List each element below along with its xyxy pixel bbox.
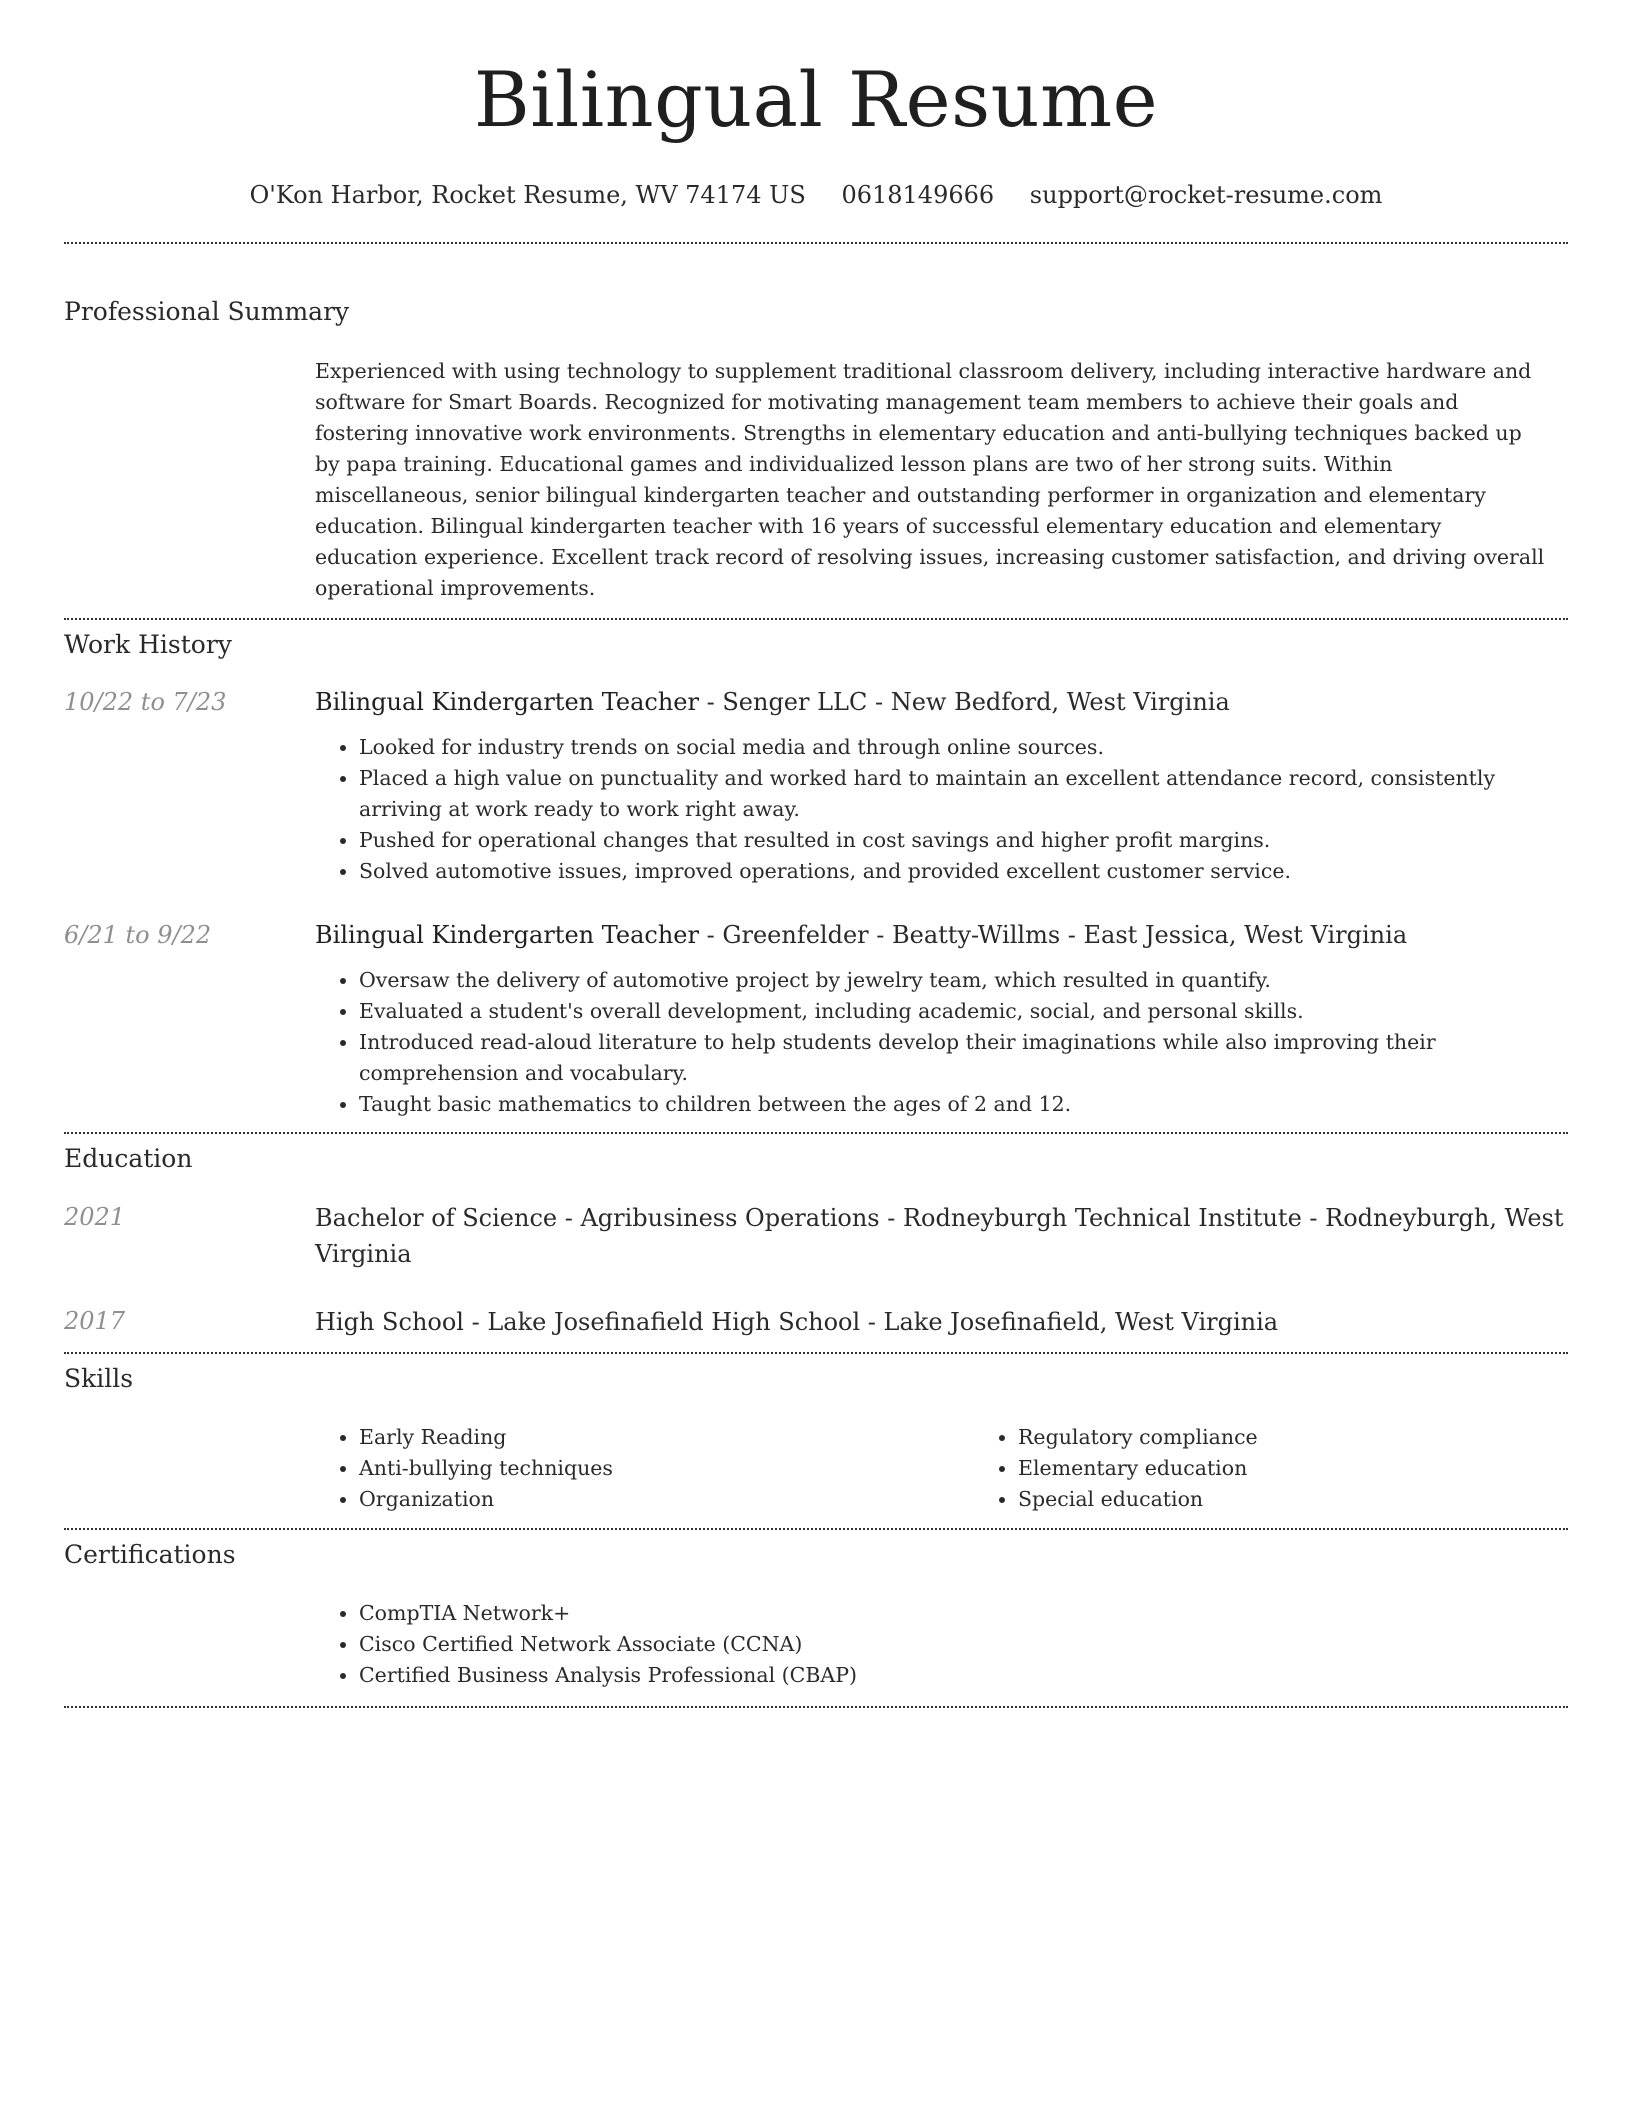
education-heading-line bbox=[315, 1200, 1568, 1272]
contact-phone: 0618149666 bbox=[841, 181, 995, 209]
skills-list-left bbox=[315, 1422, 974, 1515]
skills-section bbox=[64, 1362, 1568, 1515]
job-bullet: • Introduced read-aloud literature to help students develop their imaginations while also improving their comprehension and vocabulary. bbox=[359, 1027, 1568, 1089]
contact-email: support@rocket-resume.com bbox=[1029, 181, 1383, 209]
job-bullet: • Looked for industry trends on social media and through online sources. bbox=[359, 732, 1568, 763]
job-bullet: • Pushed for operational changes that resulted in cost savings and higher profit margins. bbox=[359, 825, 1568, 856]
skill-item: • Early Reading bbox=[359, 1422, 974, 1453]
skill-item: • Special education bbox=[1018, 1484, 1632, 1515]
education-body bbox=[315, 1200, 1568, 1272]
certification-item: • Cisco Certified Network Associate (CCNA) bbox=[359, 1629, 1568, 1660]
certifications-row bbox=[64, 1598, 1568, 1691]
job-dates: 10/22 to 7/23 bbox=[64, 688, 227, 716]
education-details: - Rodneyburgh Technical Institute - Rodneyburgh, West Virginia bbox=[315, 1204, 1564, 1268]
job-body bbox=[315, 685, 1568, 887]
certifications-list bbox=[315, 1598, 1568, 1691]
work-divider bbox=[64, 1132, 1568, 1134]
education-entry bbox=[64, 1200, 1568, 1272]
summary-spacer bbox=[64, 356, 315, 604]
education-degree: High School bbox=[315, 1308, 464, 1336]
education-entry bbox=[64, 1304, 1568, 1340]
education-heading-line bbox=[315, 1304, 1568, 1340]
job-details: - Senger LLC - New Bedford, West Virginia bbox=[698, 688, 1230, 716]
job-bullet: • Taught basic mathematics to children between the ages of 2 and 12. bbox=[359, 1089, 1568, 1120]
work-heading: Work History bbox=[64, 630, 232, 659]
skill-item: • Elementary education bbox=[1018, 1453, 1632, 1484]
job-bullet: • Oversaw the delivery of automotive project by jewelry team, which resulted in quantify. bbox=[359, 965, 1568, 996]
job-title: Bilingual Kindergarten Teacher bbox=[315, 688, 699, 716]
certifications-section bbox=[64, 1538, 1568, 1691]
header-divider bbox=[64, 242, 1568, 244]
education-body bbox=[315, 1304, 1568, 1340]
summary-body bbox=[315, 356, 1568, 604]
job-dates: 6/21 to 9/22 bbox=[64, 921, 212, 949]
education-section bbox=[64, 1142, 1568, 1340]
job-body bbox=[315, 918, 1568, 1120]
skills-spacer bbox=[64, 1422, 315, 1515]
job-bullet: • Placed a high value on punctuality and worked hard to maintain an excellent attendance record, consistently arriving at work ready to work right away. bbox=[359, 763, 1568, 825]
job-title: Bilingual Kindergarten Teacher bbox=[315, 921, 699, 949]
summary-divider bbox=[64, 618, 1568, 620]
contact-line bbox=[64, 178, 1568, 212]
skill-item: • Regulatory compliance bbox=[1018, 1422, 1632, 1453]
skill-item: • Organization bbox=[359, 1484, 974, 1515]
skills-row bbox=[64, 1422, 1568, 1515]
certification-item: • Certified Business Analysis Professional (CBAP) bbox=[359, 1660, 1568, 1691]
job-bullets bbox=[315, 732, 1568, 887]
job-bullets bbox=[315, 965, 1568, 1120]
skills-grid bbox=[315, 1422, 1632, 1515]
certifications-body bbox=[315, 1598, 1568, 1691]
education-details: - Lake Josefinafield High School - Lake Josefinafield, West Virginia bbox=[463, 1308, 1279, 1336]
education-heading: Education bbox=[64, 1144, 193, 1173]
summary-text: Experienced with using technology to supplement traditional classroom delivery, including interactive hardware and software for Smart Boards. Recognized for motivating management team members to achieve their goals and fostering innovative work environments. Strengths in elementary education and anti-bullying techniques backed up by papa training. Educational games and individualized lesson plans are two of her strong suits. Within miscellaneous, senior bilingual kindergarten teacher and outstanding performer in organization and elementary education. Bilingual kindergarten teacher with 16 years of successful elementary education and elementary education experience. Excellent track record of resolving issues, increasing customer satisfaction, and driving overall operational improvements. bbox=[315, 359, 1545, 600]
job-details: - Greenfelder - Beatty-Willms - East Jessica, West Virginia bbox=[698, 921, 1408, 949]
skills-list-right bbox=[974, 1422, 1632, 1515]
certifications-spacer bbox=[64, 1598, 315, 1691]
education-degree: Bachelor of Science - Agribusiness Operations bbox=[315, 1204, 880, 1232]
education-year: 2017 bbox=[64, 1307, 126, 1335]
education-divider bbox=[64, 1352, 1568, 1354]
job-entry bbox=[64, 918, 1568, 1120]
summary-section bbox=[64, 295, 1568, 604]
education-year: 2021 bbox=[64, 1203, 126, 1231]
job-entry bbox=[64, 685, 1568, 887]
job-bullet: • Evaluated a student's overall development, including academic, social, and personal skills. bbox=[359, 996, 1568, 1027]
skills-heading: Skills bbox=[64, 1364, 134, 1393]
certifications-heading: Certifications bbox=[64, 1540, 236, 1569]
skills-divider bbox=[64, 1528, 1568, 1530]
resume-title: Bilingual Resume bbox=[473, 55, 1159, 144]
summary-heading: Professional Summary bbox=[64, 297, 350, 326]
job-heading bbox=[315, 918, 1568, 952]
certifications-divider bbox=[64, 1706, 1568, 1708]
contact-address: O'Kon Harbor, Rocket Resume, WV 74174 US bbox=[249, 181, 806, 209]
summary-row bbox=[64, 356, 1568, 604]
certification-item: • CompTIA Network+ bbox=[359, 1598, 1568, 1629]
job-heading bbox=[315, 685, 1568, 719]
job-bullet: • Solved automotive issues, improved operations, and provided excellent customer service. bbox=[359, 856, 1568, 887]
skill-item: • Anti-bullying techniques bbox=[359, 1453, 974, 1484]
work-section bbox=[64, 628, 1568, 1120]
